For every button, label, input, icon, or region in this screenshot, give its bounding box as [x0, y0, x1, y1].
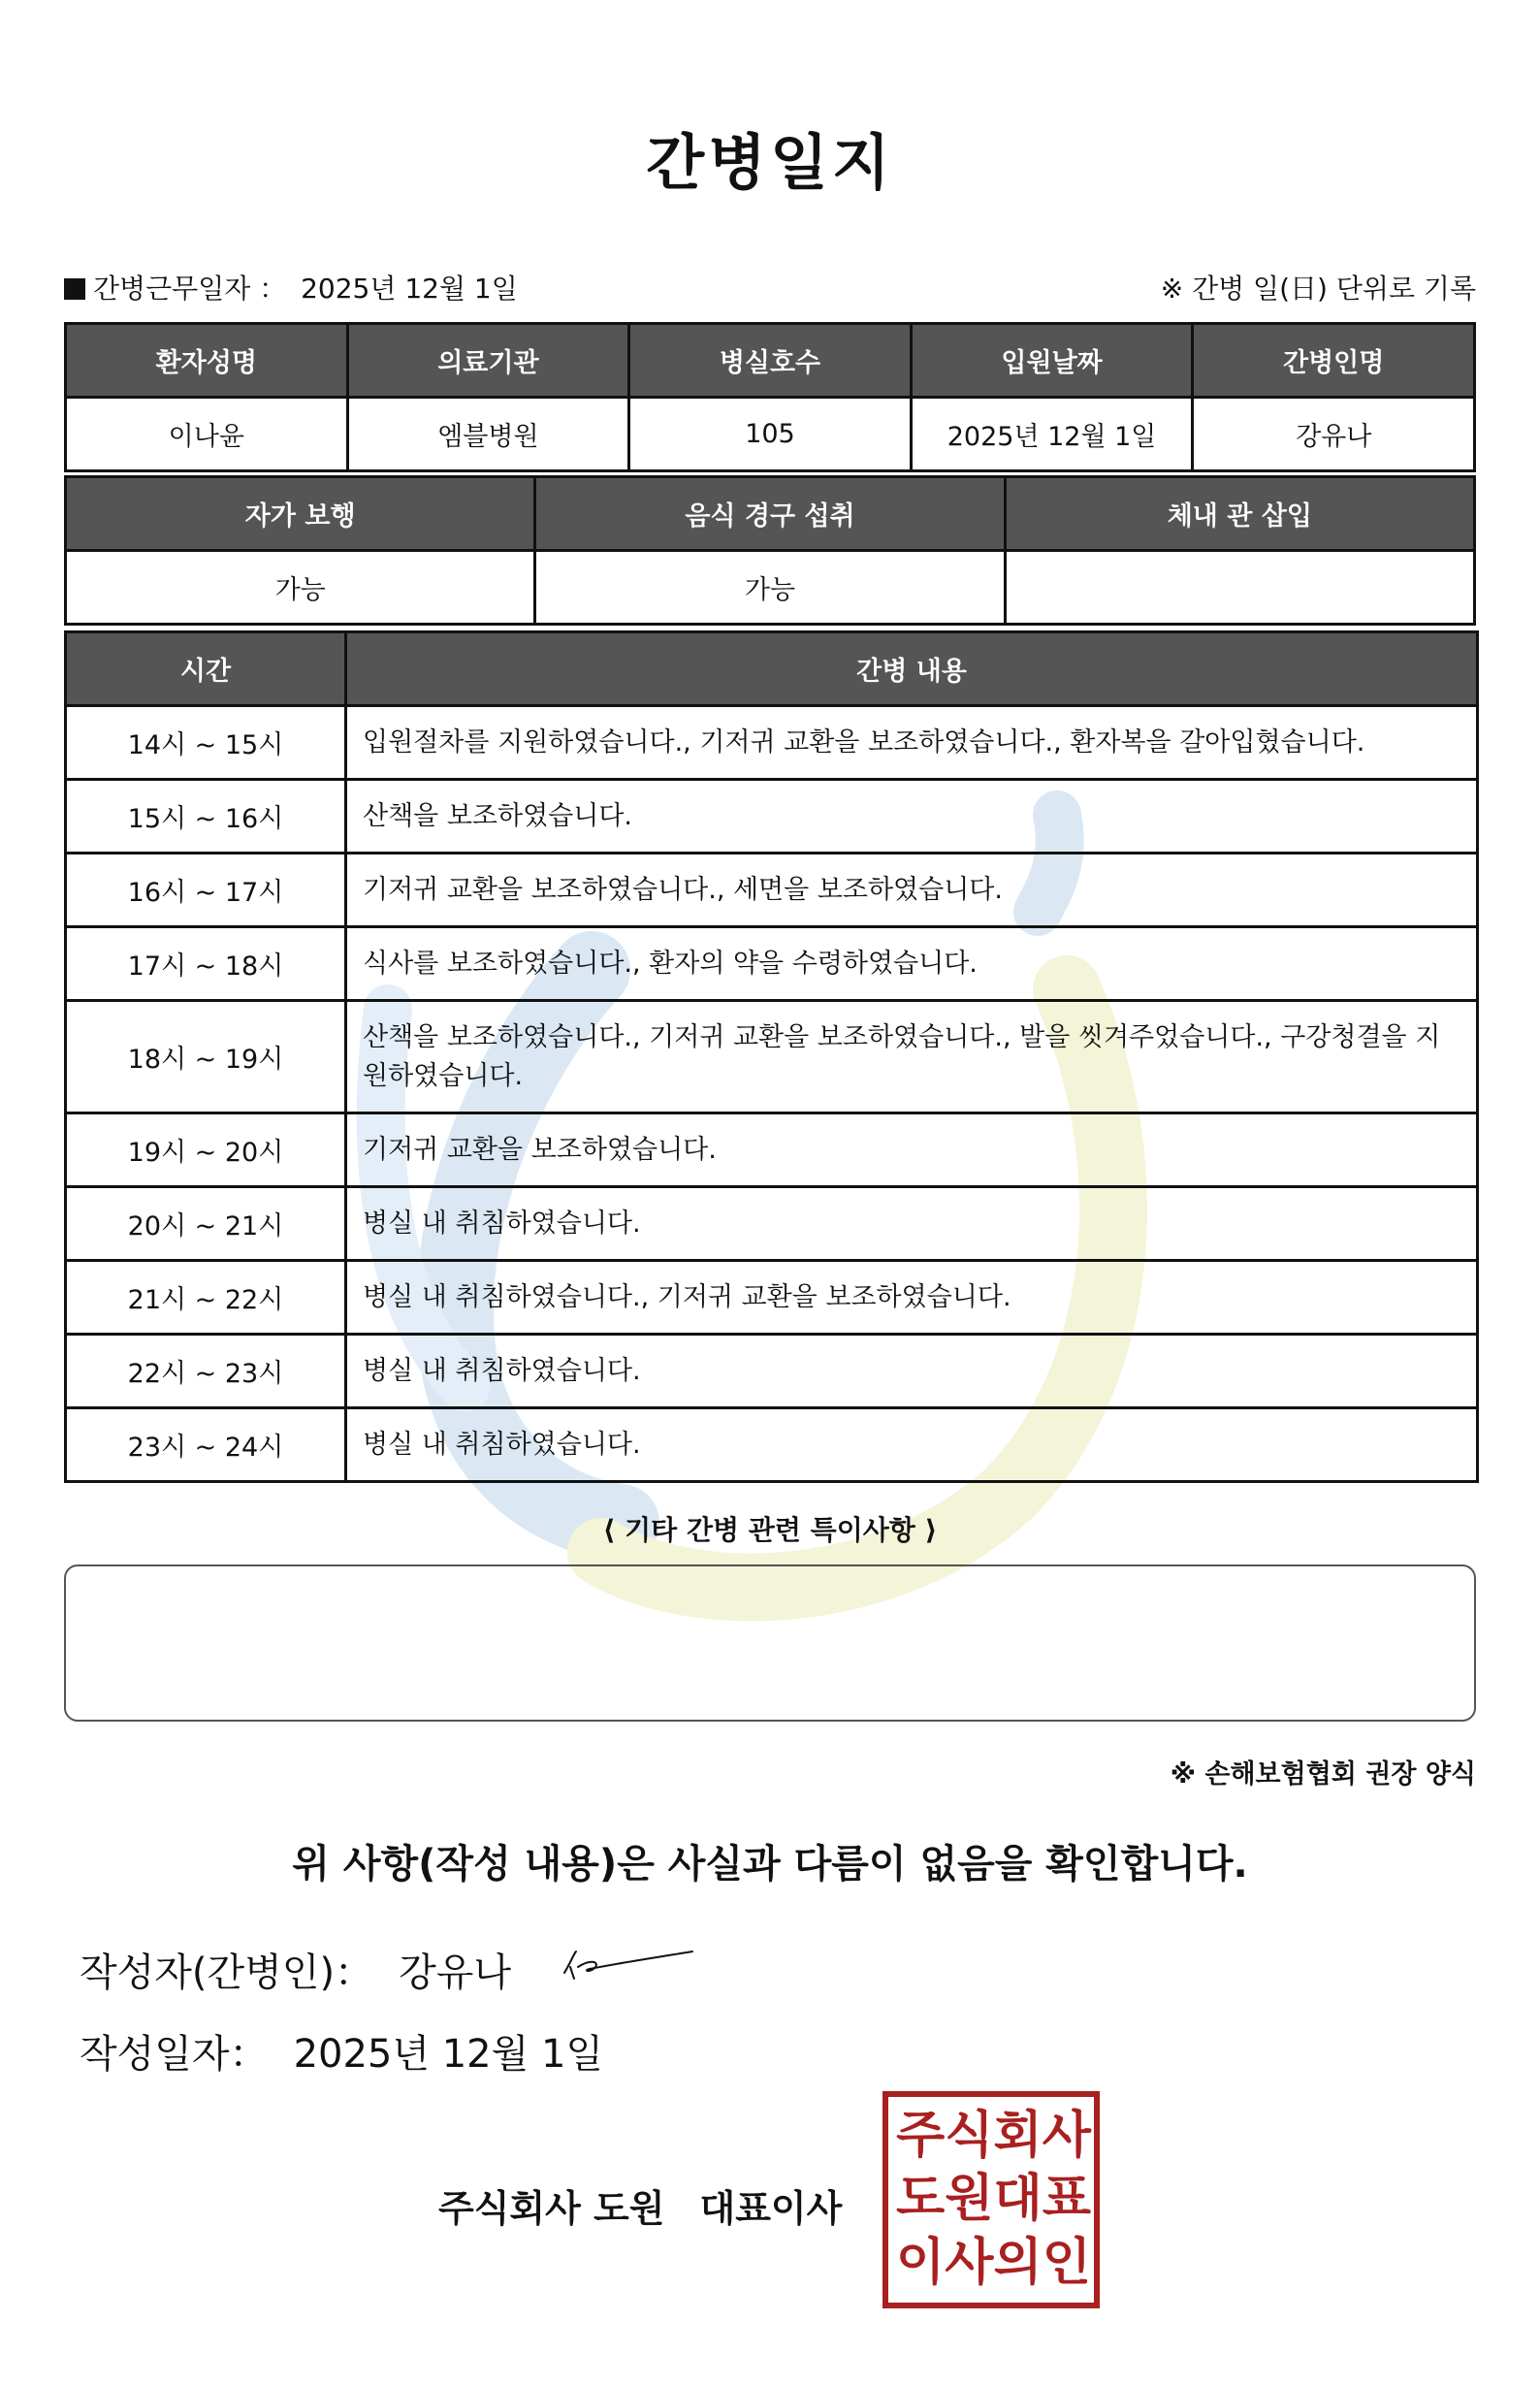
row-content: 병실 내 취침하였습니다.: [346, 1335, 1478, 1408]
table-row: [66, 1113, 1478, 1187]
table-row: [66, 1001, 1478, 1113]
oral-intake-value: 가능: [535, 551, 1005, 625]
header-tube-insertion: 체내 관 삽입: [1005, 477, 1474, 551]
header-self-walking: 자가 보행: [66, 477, 535, 551]
written-date-label: 작성일자：: [80, 2032, 269, 2077]
table-row: [66, 927, 1478, 1001]
work-date-line: [64, 268, 518, 306]
care-log-table: [64, 630, 1479, 1483]
row-content: 산책을 보조하였습니다.: [346, 780, 1478, 854]
header-oral-intake: 음식 경구 섭취: [535, 477, 1005, 551]
notes-box: [64, 1564, 1476, 1722]
row-time: 18시 ~ 19시: [66, 1001, 346, 1113]
room-number: 105: [629, 398, 912, 471]
seal-char: 대: [993, 2170, 1043, 2229]
header-caregiver-name: 간병인명: [1193, 324, 1475, 398]
company-signature-line: [438, 2178, 842, 2232]
seal-char: 주: [896, 2107, 946, 2165]
insurer-form-note: ※ 손해보험협회 권장 양식: [1170, 1759, 1476, 1790]
row-time: 16시 ~ 17시: [66, 854, 346, 927]
patient-status-table: [64, 475, 1476, 626]
row-time: 20시 ~ 21시: [66, 1187, 346, 1261]
seal-char: 식: [945, 2107, 994, 2165]
row-time: 17시 ~ 18시: [66, 927, 346, 1001]
row-content: 기저귀 교환을 보조하였습니다.: [346, 1113, 1478, 1187]
company-name: 주식회사 도원: [438, 2187, 665, 2230]
header-room-number: 병실호수: [629, 324, 912, 398]
page-title: 간병일지: [646, 127, 894, 198]
row-content: 병실 내 취침하였습니다.: [346, 1408, 1478, 1482]
header-time: 시간: [66, 632, 346, 706]
seal-char: 원: [945, 2170, 994, 2229]
patient-name: 이나윤: [66, 398, 348, 471]
confirmation-statement: 위 사항(작성 내용)은 사실과 다름이 없음을 확인합니다.: [292, 1842, 1248, 1886]
row-content: 입원절차를 지원하였습니다., 기저귀 교환을 보조하였습니다., 환자복을 갈아입혔습니다.: [346, 706, 1478, 780]
written-date-line: [80, 2023, 603, 2079]
table-row: [66, 780, 1478, 854]
tube-insertion-value: [1005, 551, 1474, 625]
record-unit-note: ※ 간병 일(日) 단위로 기록: [1160, 273, 1476, 305]
table-row: [66, 854, 1478, 927]
header-patient-name: 환자성명: [66, 324, 348, 398]
row-time: 22시 ~ 23시: [66, 1335, 346, 1408]
hospital-name: 엠블병원: [347, 398, 629, 471]
row-time: 14시 ~ 15시: [66, 706, 346, 780]
company-representative-title: 대표이사: [699, 2187, 843, 2230]
seal-char: 표: [1042, 2170, 1091, 2229]
work-date-value: 2025년 12월 1일: [301, 273, 518, 305]
seal-char: 의: [993, 2233, 1043, 2292]
row-content: 병실 내 취침하였습니다., 기저귀 교환을 보조하였습니다.: [346, 1261, 1478, 1335]
row-content: 산책을 보조하였습니다., 기저귀 교환을 보조하였습니다., 발을 씻겨주었습니다., 구강청결을 지원하였습니다.: [346, 1001, 1478, 1113]
writer-label: 작성자(간병인)：: [80, 1951, 374, 1995]
header-hospital: 의료기관: [347, 324, 629, 398]
row-time: 23시 ~ 24시: [66, 1408, 346, 1482]
table-row: [66, 1408, 1478, 1482]
header-care-content: 간병 내용: [346, 632, 1478, 706]
admission-date: 2025년 12월 1일: [911, 398, 1193, 471]
row-time: 21시 ~ 22시: [66, 1261, 346, 1335]
table-row: [66, 1261, 1478, 1335]
header-admission-date: 입원날짜: [911, 324, 1193, 398]
company-seal-stamp: [882, 2091, 1100, 2308]
work-date-label: 간병근무일자 ：: [93, 273, 287, 305]
row-time: 15시 ~ 16시: [66, 780, 346, 854]
notes-title: ⟨ 기타 간병 관련 특이사항 ⟩: [602, 1514, 938, 1546]
row-time: 19시 ~ 20시: [66, 1113, 346, 1187]
writer-name: 강유나: [399, 1951, 511, 1995]
seal-char: 이: [896, 2233, 946, 2292]
handwritten-signature: [561, 1944, 696, 1988]
self-walking-value: 가능: [66, 551, 535, 625]
table-row: [66, 706, 1478, 780]
table-row: [66, 1335, 1478, 1408]
patient-info-table: [64, 322, 1476, 472]
caregiver-name: 강유나: [1193, 398, 1475, 471]
seal-char: 인: [1042, 2233, 1091, 2292]
square-bullet-icon: [64, 278, 85, 300]
row-content: 식사를 보조하였습니다., 환자의 약을 수령하였습니다.: [346, 927, 1478, 1001]
writer-line: [80, 1942, 511, 1997]
seal-char: 사: [1042, 2107, 1091, 2165]
row-content: 기저귀 교환을 보조하였습니다., 세면을 보조하였습니다.: [346, 854, 1478, 927]
seal-char: 회: [993, 2107, 1043, 2165]
table-row: [66, 1187, 1478, 1261]
seal-char: 도: [896, 2170, 946, 2229]
row-content: 병실 내 취침하였습니다.: [346, 1187, 1478, 1261]
seal-char: 사: [945, 2233, 994, 2292]
written-date-value: 2025년 12월 1일: [293, 2032, 604, 2077]
